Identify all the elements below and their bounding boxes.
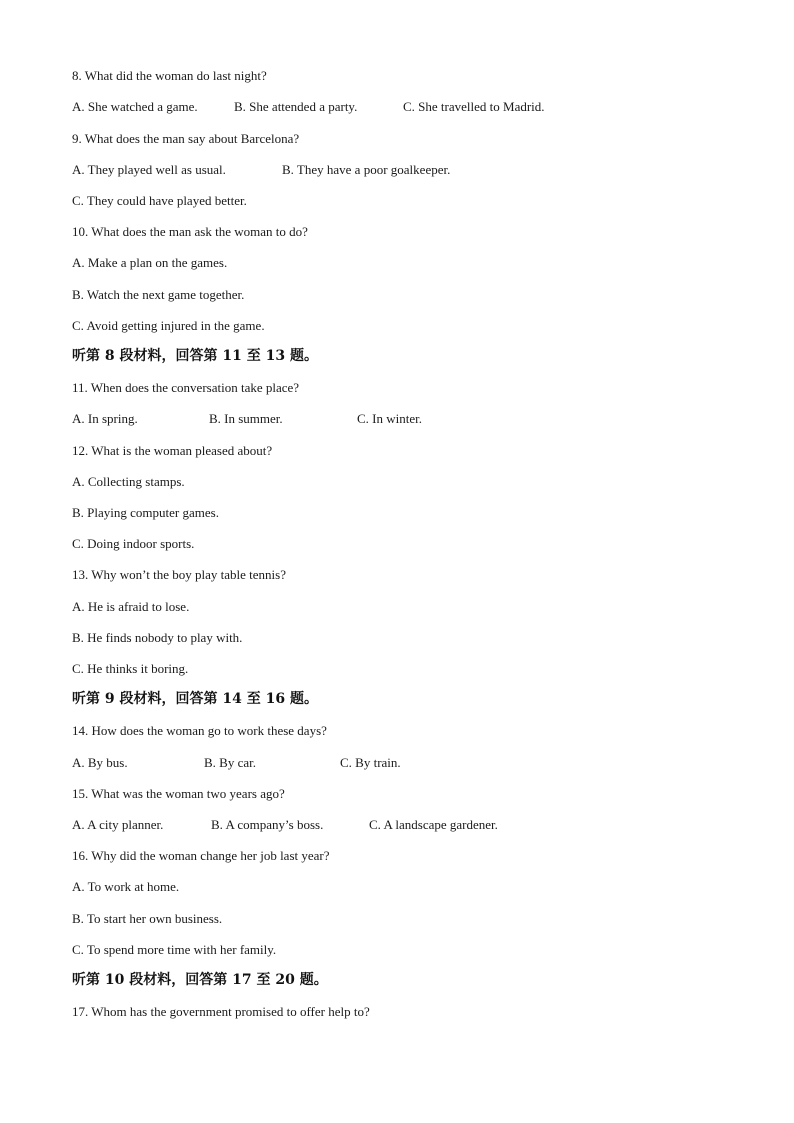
option-a: A. By bus. (72, 755, 128, 770)
question-11-options (72, 411, 672, 427)
option-c: C. Doing indoor sports. (72, 536, 195, 551)
option-b: B. Playing computer games. (72, 505, 219, 520)
option-c: C. They could have played better. (72, 193, 247, 208)
option-b: B. To start her own business. (72, 911, 223, 926)
option-a: A. A city planner. (72, 817, 164, 832)
question-8: 8. What did the woman do last night? (72, 68, 267, 83)
option-c: C. She travelled to Madrid. (403, 99, 545, 114)
option-b: B. A company’s boss. (211, 817, 324, 832)
option-c: C. By train. (340, 755, 401, 770)
option-b: B. Watch the next game together. (72, 287, 245, 302)
option-b: B. He finds nobody to play with. (72, 630, 243, 645)
question-9: 9. What does the man say about Barcelona? (72, 131, 300, 146)
option-b: B. She attended a party. (234, 99, 358, 114)
option-a: A. To work at home. (72, 879, 180, 894)
option-a: A. She watched a game. (72, 99, 198, 114)
question-16: 16. Why did the woman change her job last year? (72, 848, 330, 863)
section-heading-8: 听第 8 段材料，回答第 11 至 13 题。 (72, 348, 318, 364)
option-b: B. In summer. (209, 411, 283, 426)
option-b: B. They have a poor goalkeeper. (282, 162, 451, 177)
option-c: C. In winter. (357, 411, 422, 426)
option-c: C. He thinks it boring. (72, 661, 189, 676)
question-10: 10. What does the man ask the woman to do? (72, 224, 308, 239)
option-a: A. He is afraid to lose. (72, 599, 190, 614)
option-c: C. To spend more time with her family. (72, 942, 277, 957)
option-a: A. Collecting stamps. (72, 474, 185, 489)
option-a: A. Make a plan on the games. (72, 255, 228, 270)
option-c: C. Avoid getting injured in the game. (72, 318, 265, 333)
option-a: A. In spring. (72, 411, 138, 426)
question-14: 14. How does the woman go to work these days? (72, 723, 327, 738)
question-9-options (72, 162, 672, 178)
option-a: A. They played well as usual. (72, 162, 226, 177)
question-11: 11. When does the conversation take place? (72, 380, 300, 395)
question-17: 17. Whom has the government promised to offer help to? (72, 1004, 370, 1019)
question-15: 15. What was the woman two years ago? (72, 786, 285, 801)
question-13: 13. Why won’t the boy play table tennis? (72, 567, 286, 582)
question-12: 12. What is the woman pleased about? (72, 443, 273, 458)
option-b: B. By car. (204, 755, 256, 770)
question-14-options (72, 755, 672, 771)
section-heading-10: 听第 10 段材料，回答第 17 至 20 题。 (72, 972, 328, 988)
option-c: C. A landscape gardener. (369, 817, 498, 832)
section-heading-9: 听第 9 段材料，回答第 14 至 16 题。 (72, 691, 318, 707)
question-8-options (72, 99, 672, 115)
question-15-options (72, 817, 672, 833)
